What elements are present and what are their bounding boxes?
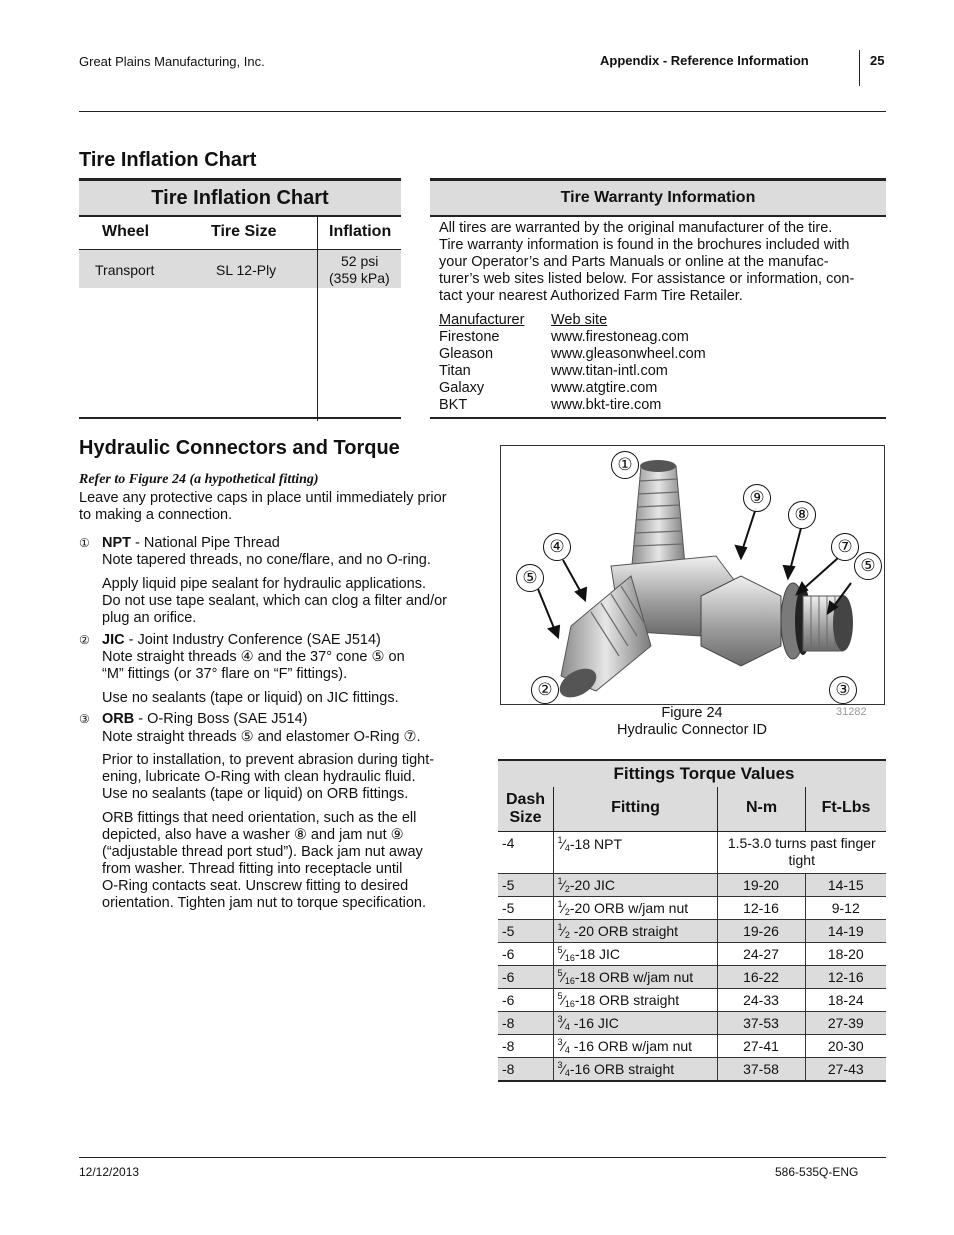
table-row: [498, 1058, 886, 1082]
col-dash-line: Dash: [505, 791, 546, 808]
npt-sealant: [102, 576, 447, 627]
orb-term: ORB: [102, 711, 135, 727]
text-line: plug an orifice.: [102, 610, 197, 626]
fitting-text: -20 ORB straight: [569, 923, 679, 939]
figure-caption: [612, 705, 772, 739]
hydraulic-fitting-illustration: [501, 446, 884, 704]
callout-5-right: ⑤: [854, 552, 882, 580]
text-line: Apply liquid pipe sealant for hydraulic applications.: [102, 576, 427, 592]
torque-table-title: Fittings Torque Values: [613, 764, 795, 783]
jic-note: [102, 649, 405, 683]
frac-den: 16: [564, 976, 575, 986]
cell-fitting: $^1⁄_2-20$ JIC: [553, 874, 717, 897]
frac-num: 5: [557, 968, 563, 978]
figure-title: Hydraulic Connector ID: [617, 722, 767, 738]
manufacturer-website: www.titan-intl.com: [551, 363, 668, 379]
cell-ftlbs: 12-16: [805, 966, 886, 989]
manufacturer-name: Titan: [439, 363, 471, 379]
text-line: from washer. Thread fitting into receptacle until: [102, 861, 403, 877]
cell-fitting: $^3⁄_4$ -16 ORB w/jam nut: [553, 1035, 717, 1058]
npt-term: NPT: [102, 535, 131, 551]
text-line: Note straight threads ④ and the 37° cone ⑤ on: [102, 649, 405, 665]
cell-dash: -6: [498, 989, 553, 1012]
frac-den: 2: [564, 907, 570, 917]
tire-row: [79, 250, 401, 288]
cell-nm: 37-58: [717, 1058, 805, 1082]
table-row: [498, 943, 886, 966]
frac-den: 16: [564, 999, 575, 1009]
frac-num: 1: [557, 899, 563, 909]
col-wheel: Wheel: [102, 223, 150, 240]
table-row: [498, 920, 886, 943]
tire-row-inflation-kpa: (359 kPa): [329, 270, 390, 286]
cell-fitting: $^5⁄_{16}-18$ JIC: [553, 943, 717, 966]
fitting-text: -16 ORB straight: [569, 1061, 675, 1077]
warranty-title: Tire Warranty Information: [430, 181, 886, 215]
tire-row-wheel: Transport: [95, 262, 155, 278]
figure-24-image: [500, 445, 885, 705]
footer-date: 12/12/2013: [79, 1165, 140, 1179]
orb-note: Note straight threads ⑤ and elastomer O-Ring ⑦.: [102, 729, 421, 745]
cell-ftlbs: 18-24: [805, 989, 886, 1012]
cell-ftlbs: 14-19: [805, 920, 886, 943]
frac-num: 3: [557, 1037, 563, 1047]
fitting-text: -16 ORB w/jam nut: [569, 1038, 693, 1054]
cell-nm: 37-53: [717, 1012, 805, 1035]
tire-table-title: Tire Inflation Chart: [79, 181, 401, 215]
company-name: Great Plains Manufacturing, Inc.: [79, 54, 265, 69]
cell-dash: -8: [498, 1058, 553, 1082]
footer-rule: [79, 1157, 886, 1158]
intro-line: to making a connection.: [79, 507, 233, 523]
frac-den: 4: [564, 843, 570, 853]
table-row: [498, 897, 886, 920]
manufacturer-website: www.gleasonwheel.com: [551, 346, 706, 362]
tire-inflation-table: [79, 178, 401, 419]
intro-line: Leave any protective caps in place until immediately prior: [79, 490, 447, 506]
table-row: [498, 874, 886, 897]
manufacturer-name: Firestone: [439, 329, 500, 345]
manufacturer-name: Galaxy: [439, 380, 485, 396]
cell-fitting: $^3⁄_4$ -16 JIC: [553, 1012, 717, 1035]
warranty-text: [439, 220, 884, 305]
fitting-text: -16 JIC: [569, 1015, 619, 1031]
tire-row-size: SL 12-Ply: [216, 262, 277, 278]
text-line: Do not use tape sealant, which can clog a filter and/or: [102, 593, 447, 609]
figure-id: 31282: [836, 706, 867, 718]
text-line: depicted, also have a washer ⑧ and jam nut ⑨: [102, 827, 404, 843]
fitting-text: -18 JIC: [574, 946, 620, 962]
col-size-line: Size: [509, 809, 542, 826]
footer-doc-number: 586-535Q-ENG: [775, 1165, 859, 1179]
warranty-line: tact your nearest Authorized Farm Tire Retailer.: [439, 288, 743, 304]
cell-nm: 16-22: [717, 966, 805, 989]
cell-nm: 24-27: [717, 943, 805, 966]
orb-desc: - O-Ring Boss (SAE J514): [134, 711, 308, 727]
col-tire-size: Tire Size: [211, 223, 277, 240]
cell-dash: -6: [498, 943, 553, 966]
manufacturer-name: Gleason: [439, 346, 494, 362]
tire-warranty-box: [430, 178, 886, 419]
callout-5-left: ⑤: [516, 564, 544, 592]
warranty-line: turer’s web sites listed below. For assistance or information, con-: [439, 271, 855, 287]
col-inflation: Inflation: [329, 223, 392, 240]
fitting-text: -18 NPT: [569, 836, 622, 852]
frac-num: 3: [557, 1060, 563, 1070]
cell-nm: 27-41: [717, 1035, 805, 1058]
npt-desc: - National Pipe Thread: [131, 535, 280, 551]
cell-dash: -5: [498, 897, 553, 920]
cell-ftlbs: 20-30: [805, 1035, 886, 1058]
table-row: [498, 989, 886, 1012]
orb-install: [102, 752, 434, 803]
torque-rows: [498, 832, 886, 1082]
frac-den: 2: [564, 930, 570, 940]
cell-dash: -8: [498, 1012, 553, 1035]
fitting-text: -20 JIC: [569, 877, 615, 893]
frac-num: 3: [557, 1014, 563, 1024]
text-line: orientation. Tighten jam nut to torque specification.: [102, 895, 427, 911]
cell-nm: 19-20: [717, 874, 805, 897]
header-divider: [859, 50, 860, 86]
text-line: Prior to installation, to prevent abrasion during tight-: [102, 752, 435, 768]
cell-fitting: $^1⁄_2$ -20 ORB straight: [553, 920, 717, 943]
frac-den: 16: [564, 953, 575, 963]
cell-nm: 19-26: [717, 920, 805, 943]
cell-ftlbs: 14-15: [805, 874, 886, 897]
item-number: ①: [79, 536, 90, 550]
manufacturer-website: www.bkt-tire.com: [551, 397, 662, 413]
section-title: Appendix - Reference Information: [600, 53, 809, 68]
callout-2: ②: [531, 676, 559, 704]
table-row: [498, 966, 886, 989]
manufacturer-website: www.firestoneag.com: [551, 329, 689, 345]
cell-dash: -5: [498, 874, 553, 897]
cell-fitting: $^1⁄_4-18$ NPT: [553, 832, 717, 874]
callout-8: ⑧: [788, 501, 816, 529]
hydraulic-intro: [79, 490, 447, 524]
orb-item: [79, 711, 479, 728]
warranty-line: Tire warranty information is found in the brochures included with: [439, 237, 850, 253]
manufacturer-list: [439, 312, 879, 414]
callout-9: ⑨: [743, 484, 771, 512]
warranty-line: your Operator’s and Parts Manuals or online at the manufac-: [439, 254, 829, 270]
cell-nm: 12-16: [717, 897, 805, 920]
warranty-line: All tires are warranted by the original manufacturer of the tire.: [439, 220, 833, 236]
jic-item: [79, 632, 479, 649]
cell-dash: -8: [498, 1035, 553, 1058]
text-line: ORB fittings that need orientation, such as the ell: [102, 810, 417, 826]
manufacturer-website: www.atgtire.com: [551, 380, 658, 396]
text-line: Use no sealants (tape or liquid) on ORB fittings.: [102, 786, 409, 802]
cell-fitting: $^1⁄_2-20$ ORB w/jam nut: [553, 897, 717, 920]
manufacturer-header: Manufacturer: [439, 312, 525, 328]
frac-den: 4: [564, 1068, 570, 1078]
header-rule: [79, 111, 886, 112]
hydraulic-heading: Hydraulic Connectors and Torque: [79, 437, 400, 459]
frac-num: 1: [557, 876, 563, 886]
cell-dash: -4: [498, 832, 553, 874]
cell-fitting: $^5⁄_{16}-18$ ORB w/jam nut: [553, 966, 717, 989]
torque-table-header: [498, 761, 886, 831]
callout-7: ⑦: [831, 533, 859, 561]
text-line: O-Ring contacts seat. Unscrew fitting to desired: [102, 878, 409, 894]
page-number: 25: [870, 53, 885, 68]
frac-den: 4: [564, 1022, 570, 1032]
cell-dash: -5: [498, 920, 553, 943]
callout-4: ④: [543, 533, 571, 561]
cell-ftlbs: 18-20: [805, 943, 886, 966]
cell-nm: 1.5-3.0 turns past finger tight: [717, 832, 886, 874]
table-row: [498, 1012, 886, 1035]
frac-num: 1: [557, 922, 563, 932]
frac-num: 5: [557, 991, 563, 1001]
callout-3: ③: [829, 676, 857, 704]
torque-table: [498, 759, 886, 1082]
frac-den: 2: [564, 884, 570, 894]
item-number: ③: [79, 712, 90, 726]
tire-row-inflation-psi: 52 psi: [341, 253, 379, 269]
jic-term: JIC: [102, 632, 125, 648]
frac-den: 4: [564, 1045, 570, 1055]
cell-dash: -6: [498, 966, 553, 989]
fitting-text: -18 ORB w/jam nut: [574, 969, 694, 985]
jic-desc: - Joint Industry Conference (SAE J514): [124, 632, 381, 648]
table-row: [498, 832, 886, 874]
frac-num: 1: [557, 835, 563, 845]
col-nm: N-m: [745, 799, 778, 816]
figure-number: Figure 24: [661, 705, 723, 721]
frac-num: 5: [557, 945, 563, 955]
cell-fitting: $^5⁄_{16}-18$ ORB straight: [553, 989, 717, 1012]
fitting-text: -20 ORB w/jam nut: [569, 900, 689, 916]
fitting-text: -18 ORB straight: [574, 992, 680, 1008]
npt-item: [79, 535, 479, 552]
figure-reference: Refer to Figure 24 (a hypothetical fitting): [79, 472, 319, 487]
manufacturer-name: BKT: [439, 397, 468, 413]
tire-section-heading: Tire Inflation Chart: [79, 149, 257, 171]
col-fitting: Fitting: [611, 799, 660, 816]
orb-orientation: [102, 810, 426, 912]
item-number: ②: [79, 633, 90, 647]
text-line: “M” fittings (or 37° flare on “F” fittings).: [102, 666, 348, 682]
npt-note: Note tapered threads, no cone/flare, and no O-ring.: [102, 552, 431, 568]
cell-ftlbs: 9-12: [805, 897, 886, 920]
table-row: [498, 1035, 886, 1058]
cell-nm: 24-33: [717, 989, 805, 1012]
cell-fitting: $^3⁄_4-16$ ORB straight: [553, 1058, 717, 1082]
text-line: (“adjustable thread port stud”). Back jam nut away: [102, 844, 423, 860]
col-ftlbs: Ft-Lbs: [821, 799, 871, 816]
website-header: Web site: [551, 312, 608, 328]
col-dash-size: [498, 791, 553, 827]
text-line: ening, lubricate O-Ring with clean hydraulic fluid.: [102, 769, 416, 785]
cell-ftlbs: 27-39: [805, 1012, 886, 1035]
callout-1: ①: [611, 451, 639, 479]
cell-ftlbs: 27-43: [805, 1058, 886, 1082]
jic-sealant: Use no sealants (tape or liquid) on JIC fittings.: [102, 690, 399, 706]
